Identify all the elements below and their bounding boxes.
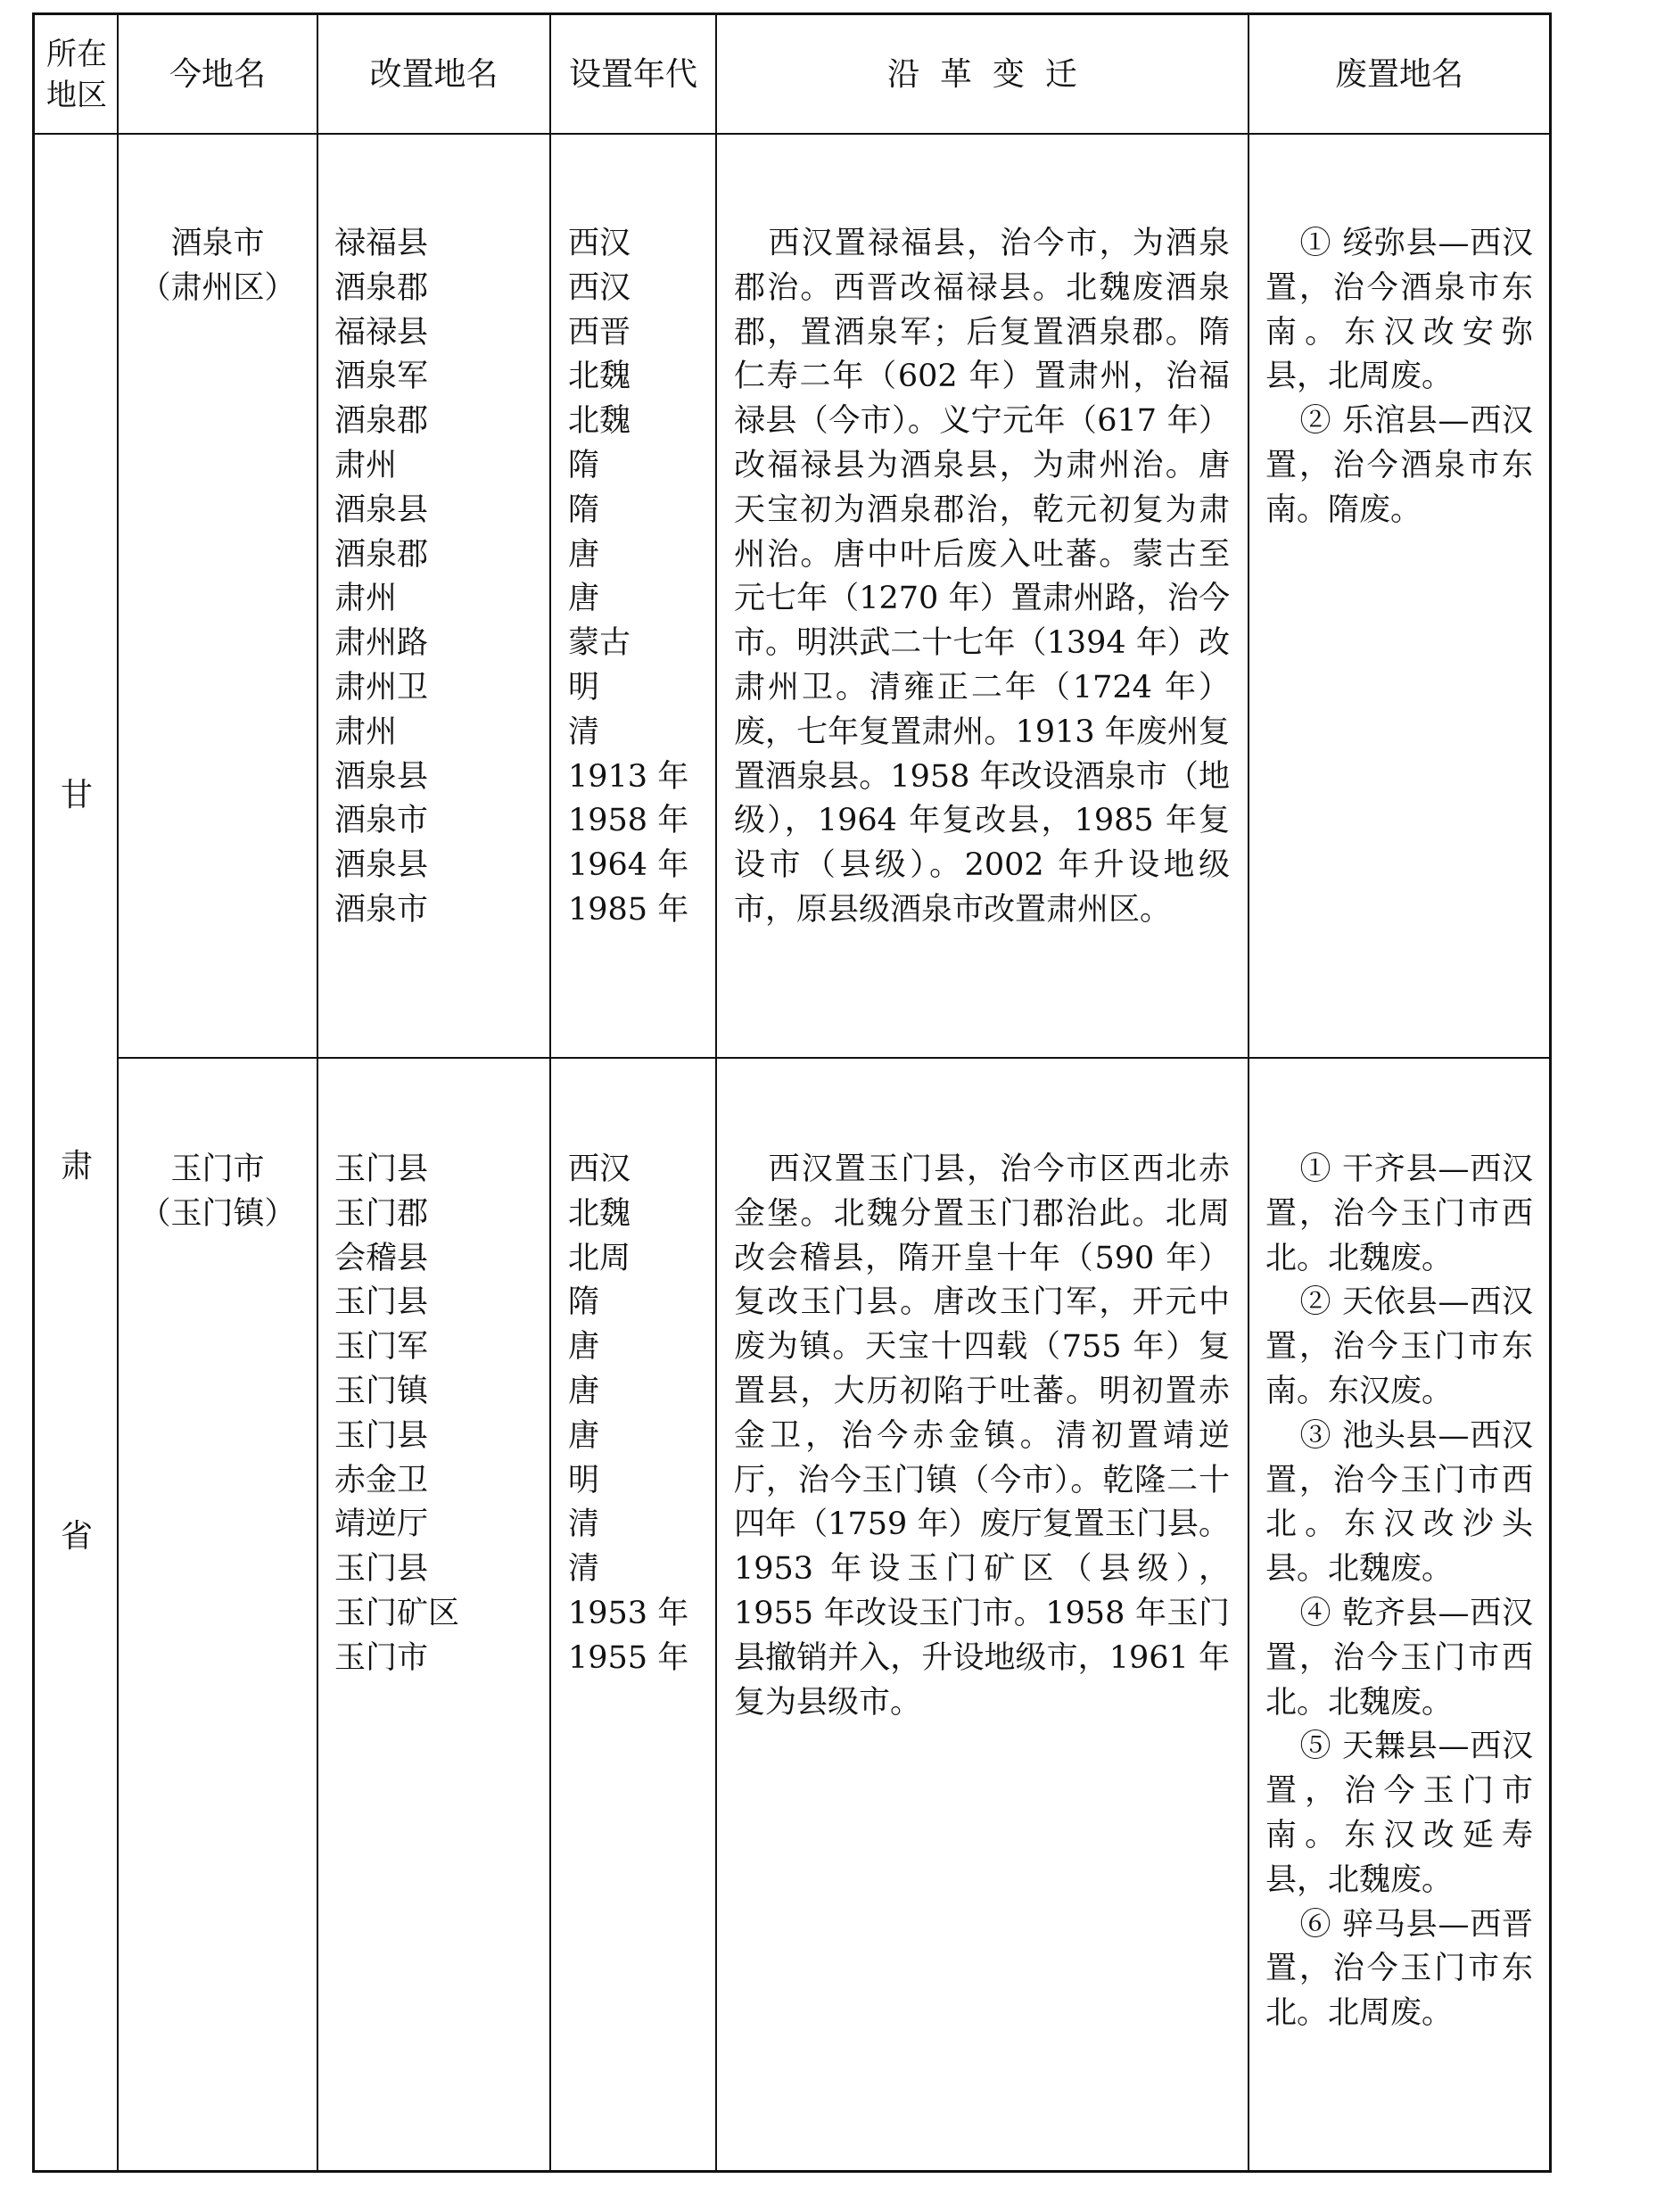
renamed-item: 赤金卫 <box>334 1462 429 1498</box>
abolished-item: ③ 池头县—西汉置，治今玉门市西北。东汉改沙头县。北魏废。 <box>1265 1417 1533 1588</box>
renamed-item: 肃州 <box>334 714 398 750</box>
era-item: 隋 <box>568 491 600 528</box>
renamed-item: 会稽县 <box>334 1240 429 1276</box>
era-item: 清 <box>568 1506 600 1543</box>
abolished-item: ⑤ 天橆县—西汉置，治今玉门市南。东汉改延寿县，北魏废。 <box>1265 1729 1533 1898</box>
era-item: 唐 <box>568 536 600 573</box>
abolished-item: ② 天依县—西汉置，治今玉门市东南。东汉废。 <box>1265 1284 1533 1409</box>
header-renamed: 改置地名 <box>369 56 499 93</box>
era-item: 隋 <box>568 1284 600 1321</box>
renamed-item: 酒泉市 <box>334 891 429 928</box>
row-2-today-name <box>119 1148 317 1237</box>
today-sub: （玉门镇） <box>139 1195 296 1232</box>
renamed-item: 福禄县 <box>334 314 429 351</box>
renamed-item: 酒泉县 <box>334 847 429 884</box>
renamed-item: 禄福县 <box>334 226 429 261</box>
row-divider <box>117 1057 1549 1059</box>
era-item: 清 <box>568 714 600 750</box>
region-char: 省 <box>60 1518 93 1555</box>
renamed-item: 酒泉县 <box>334 491 429 528</box>
header-history: 沿 革 变 迁 <box>887 56 1077 93</box>
era-item: 蒙古 <box>568 625 631 662</box>
era-item: 1953 年 <box>568 1595 689 1631</box>
era-item: 唐 <box>568 1373 600 1409</box>
era-item: 1958 年 <box>568 803 689 839</box>
row-1-era-list <box>568 222 711 933</box>
renamed-item: 酒泉军 <box>334 359 429 395</box>
row-1-renamed-list <box>334 222 540 933</box>
renamed-item: 玉门县 <box>334 1417 429 1454</box>
column-divider <box>549 15 551 2170</box>
header-abolished: 废置地名 <box>1334 56 1463 93</box>
era-item: 唐 <box>568 1417 600 1454</box>
renamed-item: 玉门县 <box>334 1284 429 1321</box>
renamed-item: 肃州卫 <box>334 669 429 706</box>
row-1-today-name <box>119 222 317 311</box>
era-item: 唐 <box>568 1329 600 1366</box>
column-divider <box>1248 15 1249 2170</box>
renamed-item: 酒泉郡 <box>334 536 429 573</box>
abolished-item: ④ 乾齐县—西汉置，治今玉门市西北。北魏废。 <box>1265 1595 1533 1721</box>
abolished-item: ① 绥弥县—西汉置，治今酒泉市东南。东汉改安弥县，北周废。 <box>1265 226 1533 395</box>
abolished-item: ⑥ 骍马县—西晋置，治今玉门市东北。北周废。 <box>1265 1906 1533 2032</box>
era-item: 北周 <box>568 1240 631 1276</box>
region-char: 肃 <box>60 1148 93 1184</box>
abolished-item: ② 乐涫县—西汉置，治今酒泉市东南。隋废。 <box>1265 403 1533 528</box>
renamed-item: 靖逆厅 <box>334 1506 429 1543</box>
renamed-item: 酒泉郡 <box>334 269 429 306</box>
era-item: 隋 <box>568 447 600 483</box>
era-item: 1964 年 <box>568 847 689 884</box>
era-item: 西汉 <box>568 226 631 261</box>
today-name: 玉门市 <box>170 1151 265 1187</box>
document-page <box>32 12 1552 2173</box>
era-item: 唐 <box>568 581 600 617</box>
renamed-item: 玉门县 <box>334 1151 429 1187</box>
renamed-item: 玉门郡 <box>334 1195 429 1232</box>
era-item: 西汉 <box>568 1151 631 1187</box>
column-divider <box>117 15 119 2170</box>
renamed-item: 玉门县 <box>334 1551 429 1588</box>
renamed-item: 酒泉县 <box>334 758 429 795</box>
row-2-renamed-list <box>334 1148 540 1681</box>
renamed-item: 玉门军 <box>334 1329 429 1366</box>
era-item: 北魏 <box>568 359 631 395</box>
era-item: 北魏 <box>568 403 631 440</box>
era-item: 1913 年 <box>568 758 689 795</box>
column-divider <box>317 15 318 2170</box>
column-divider <box>715 15 717 2170</box>
history-table <box>32 12 1552 2173</box>
era-item: 1955 年 <box>568 1639 689 1676</box>
renamed-item: 玉门矿区 <box>334 1595 460 1631</box>
era-item: 明 <box>568 1462 600 1498</box>
today-sub: （肃州区） <box>139 269 296 306</box>
renamed-item: 肃州 <box>334 447 398 483</box>
era-item: 北魏 <box>568 1195 631 1232</box>
row-2-era-list <box>568 1148 711 1681</box>
abolished-item: ① 干齐县—西汉置，治今玉门市西北。北魏废。 <box>1265 1151 1533 1276</box>
row-2-history: 西汉置玉门县，治今市区西北赤金堡。北魏分置玉门郡治此。北周改会稽县，隋开皇十年（590 年）复改玉门县。唐改玉门军，开元中废为镇。天宝十四载（755 年）复置县，大历初陷于吐蕃。明初置赤金卫，治今赤金镇。清初置靖逆厅，治今玉门镇（今市）。乾隆二十四年（1759 年）废厅复置玉门县。1953 年设玉门矿区（县级），1955 年改设玉门市。1958 年玉门县撤销并入，升设地级市，1961 年复为县级市。 <box>734 1151 1230 1721</box>
header-region: 所在 地区 <box>46 37 107 113</box>
today-name: 酒泉市 <box>170 226 265 261</box>
renamed-item: 酒泉市 <box>334 803 429 839</box>
renamed-item: 酒泉郡 <box>334 403 429 440</box>
row-1-abolished-list <box>1265 222 1533 533</box>
renamed-item: 玉门市 <box>334 1639 429 1676</box>
renamed-item: 肃州 <box>334 581 398 617</box>
era-item: 清 <box>568 1551 600 1588</box>
renamed-item: 玉门镇 <box>334 1373 429 1409</box>
row-1-history: 西汉置禄福县，治今市，为酒泉郡治。西晋改福禄县。北魏废酒泉郡，置酒泉军；后复置酒泉郡。隋仁寿二年（602 年）置肃州，治福禄县（今市）。义宁元年（617 年）改福禄县为酒泉县，为肃州治。唐天宝初为酒泉郡治，乾元初复为肃州治。唐中叶后废入吐蕃。蒙古至元七年（1270 年）置肃州路，治今市。明洪武二十七年（1394 年）改肃州卫。清雍正二年（1724 年）废，七年复置肃州。1913 年废州复置酒泉县。1958 年改设酒泉市（地级），1964 年复改县，1985 年复设市（县级）。2002 年升设地级市，原县级酒泉市改置肃州区。 <box>734 226 1230 928</box>
renamed-item: 肃州路 <box>334 625 429 662</box>
era-item: 明 <box>568 669 600 706</box>
header-era: 设置年代 <box>568 56 697 93</box>
region-char: 甘 <box>60 777 93 813</box>
row-2-abolished-list <box>1265 1148 1533 2036</box>
era-item: 西晋 <box>568 314 631 351</box>
era-item: 西汉 <box>568 269 631 306</box>
era-item: 1985 年 <box>568 891 689 928</box>
header-today-name: 今地名 <box>169 56 266 93</box>
